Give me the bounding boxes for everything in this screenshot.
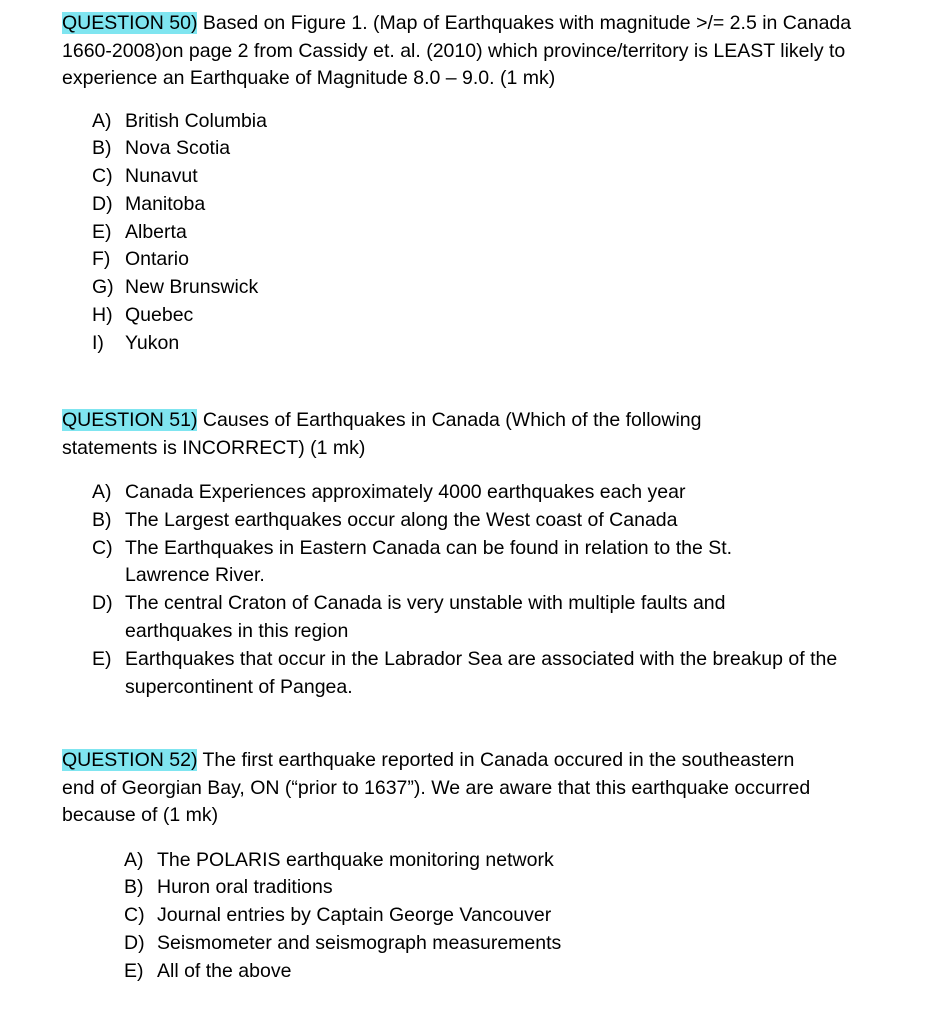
question-50-options xyxy=(92,108,862,358)
option-letter: G) xyxy=(92,276,114,299)
option-item[interactable] xyxy=(92,274,862,302)
option-item[interactable] xyxy=(92,646,865,702)
option-item[interactable] xyxy=(92,330,862,358)
option-item[interactable] xyxy=(92,535,865,591)
option-item[interactable] xyxy=(92,246,862,274)
option-text: Earthquakes that occur in the Labrador Sea are associated with the breakup of the supercontinent of Pangea. xyxy=(125,647,838,698)
option-letter: D) xyxy=(124,931,145,954)
option-item[interactable] xyxy=(92,507,865,535)
option-letter: B) xyxy=(92,508,112,531)
option-letter: C) xyxy=(92,536,113,559)
option-letter: E) xyxy=(92,220,112,243)
option-letter: A) xyxy=(92,481,112,503)
option-letter: E) xyxy=(124,959,144,982)
option-text: The POLARIS earthquake monitoring network xyxy=(157,848,554,871)
option-item[interactable] xyxy=(92,108,862,136)
option-letter: E) xyxy=(92,647,112,670)
option-letter: A) xyxy=(124,848,144,871)
option-text: Alberta xyxy=(125,220,187,243)
option-item[interactable] xyxy=(92,163,862,191)
question-52-tag: QUESTION 52) xyxy=(62,749,198,771)
option-item[interactable] xyxy=(92,191,862,219)
option-text: Ontario xyxy=(125,248,189,271)
option-text: Nova Scotia xyxy=(125,137,231,160)
option-text: Yukon xyxy=(125,331,180,354)
option-letter: D) xyxy=(92,192,113,215)
option-text: Journal entries by Captain George Vancouver xyxy=(157,904,552,927)
question-51-stem xyxy=(62,407,782,462)
question-50-stem xyxy=(62,10,852,93)
question-50-text: Based on Figure 1. (Map of Earthquakes with magnitude >/= 2.5 in Canada 1660-2008)on page 2 from Cassidy et. al. (2010) which province/territory is LEAST likely to experience an Earthquake of Magnitude 8.0 – 9.0. (1 mk) xyxy=(62,12,852,89)
option-text: Quebec xyxy=(125,304,194,327)
option-item[interactable] xyxy=(124,902,862,930)
option-item[interactable] xyxy=(92,590,865,646)
question-51-tag: QUESTION 51) xyxy=(62,409,198,431)
option-letter: F) xyxy=(92,248,111,271)
question-52 xyxy=(62,747,862,985)
question-51 xyxy=(62,407,862,701)
question-52-text: The first earthquake reported in Canada occured in the southeastern end of Georgian Bay, ON (“prior to 1637”). We are aware that this earthquake occurred because of (1 mk) xyxy=(62,749,811,826)
option-letter: B) xyxy=(92,137,112,160)
option-item[interactable] xyxy=(92,219,862,247)
option-item[interactable] xyxy=(124,958,862,986)
option-text: Nunavut xyxy=(125,165,198,188)
option-letter: A) xyxy=(92,109,112,132)
option-item[interactable] xyxy=(92,479,865,507)
option-text: British Columbia xyxy=(125,109,267,132)
option-text: Seismometer and seismograph measurements xyxy=(157,931,562,954)
question-52-options xyxy=(124,847,862,986)
option-item[interactable] xyxy=(124,930,862,958)
option-text: The Earthquakes in Eastern Canada can be found in relation to the St. Lawrence River. xyxy=(125,536,733,587)
option-letter: C) xyxy=(92,165,113,188)
option-item[interactable] xyxy=(92,135,862,163)
option-letter: D) xyxy=(92,592,113,615)
question-51-options xyxy=(92,479,862,701)
option-item[interactable] xyxy=(92,302,862,330)
option-text: The central Craton of Canada is very unstable with multiple faults and earthquakes in this region xyxy=(125,592,726,642)
option-text: All of the above xyxy=(157,959,292,982)
option-text: Manitoba xyxy=(125,192,206,215)
option-item[interactable] xyxy=(124,874,862,902)
option-text: Canada Experiences approximately 4000 earthquakes each year xyxy=(125,481,686,503)
option-letter: H) xyxy=(92,304,113,327)
question-52-stem xyxy=(62,747,822,830)
question-51-text: Causes of Earthquakes in Canada (Which of the following statements is INCORRECT) (1 mk) xyxy=(62,409,702,459)
option-item[interactable] xyxy=(124,847,862,875)
option-letter: B) xyxy=(124,876,144,899)
question-50 xyxy=(62,10,862,358)
question-50-tag: QUESTION 50) xyxy=(62,12,198,34)
option-text: The Largest earthquakes occur along the West coast of Canada xyxy=(125,508,678,531)
option-letter: I) xyxy=(92,331,104,354)
option-letter: C) xyxy=(124,904,145,927)
option-text: New Brunswick xyxy=(125,276,259,299)
option-text: Huron oral traditions xyxy=(157,876,333,899)
